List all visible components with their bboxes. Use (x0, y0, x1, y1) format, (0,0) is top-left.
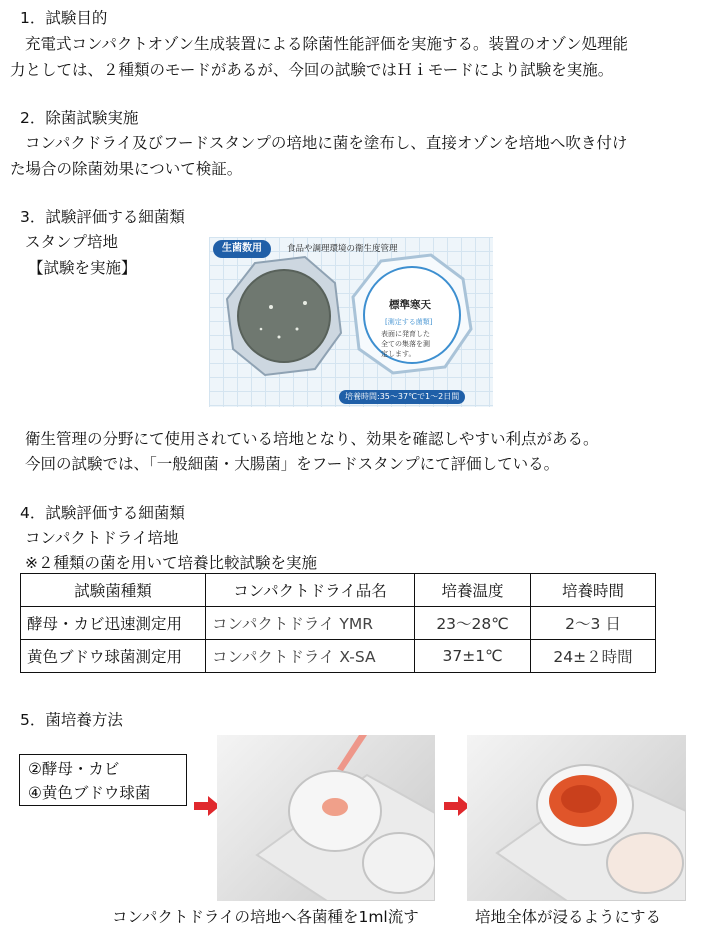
plate-desc1: 表面に発育した (381, 330, 430, 338)
table-cell: 黄色ブドウ球菌測定用 (21, 640, 206, 673)
cultured-agar (238, 270, 330, 362)
figure-badge-sub: 食品や調理環境の衛生度管理 (287, 244, 398, 254)
table-header-cell: コンパクトドライ品名 (206, 574, 415, 607)
plate-tag: [測定する菌類] (385, 318, 433, 326)
note-line2: ④黄色ブドウ球菌 (28, 784, 151, 802)
caption-full-medium: 培地全体が浸るようにする (475, 908, 662, 926)
pour-sample-photo (217, 735, 435, 901)
plate-desc3: 定します。 (381, 350, 416, 358)
section4-sub1: コンパクトドライ培地 (25, 529, 179, 547)
table-cell: コンパクトドライ YMR (206, 607, 415, 640)
full-medium-photo (467, 735, 686, 901)
table-row (21, 607, 656, 640)
media-table (20, 573, 656, 673)
section2-heading: 2．除菌試験実施 (20, 109, 139, 127)
section3-sub2: 【試験を実施】 (28, 259, 137, 277)
plate-desc2: 全ての集落を測 (381, 340, 430, 348)
section2-line1: コンパクドライ及びフードスタンプの培地に菌を塗布し、直接オゾンを培地へ吹き付け (25, 134, 628, 152)
note-line1: ②酵母・カビ (28, 760, 120, 778)
table-cell: 37±1℃ (415, 640, 531, 673)
stamp-plates-illustration (209, 237, 493, 407)
caption-pour-sample: コンパクトドライの培地へ各菌種を1ml流す (112, 908, 419, 926)
table-cell: 24±２時間 (531, 640, 656, 673)
incubation-time-label: 培養時間:35～37℃で1～2日間 (339, 390, 465, 404)
table-header-cell: 培養温度 (415, 574, 531, 607)
pour-sample-illustration (217, 735, 435, 901)
table-header-row (21, 574, 656, 607)
stamp-media-figure (209, 237, 493, 407)
section1-heading: 1．試験目的 (20, 9, 108, 27)
section4-sub2: ※２種類の菌を用いて培養比較試験を実施 (25, 554, 317, 572)
table-cell: 酵母・カビ迅速測定用 (21, 607, 206, 640)
table-row (21, 640, 656, 673)
table-header-cell: 培養時間 (531, 574, 656, 607)
section2-line2: た場合の除菌効果について検証。 (10, 160, 243, 178)
section5-heading: 5．菌培養方法 (20, 711, 123, 729)
section3-note1: 衛生管理の分野にて使用されている培地となり、効果を確認しやすい利点がある。 (25, 430, 599, 448)
section3-sub1: スタンプ培地 (25, 233, 119, 251)
table-cell: コンパクトドライ X-SA (206, 640, 415, 673)
section3-heading: 3．試験評価する細菌類 (20, 208, 185, 226)
section1-line1: 充電式コンパクトオゾン生成装置による除菌性能評価を実施する。装置のオゾン処理能 (25, 35, 628, 53)
table-cell: 23～28℃ (415, 607, 531, 640)
bacteria-note-box (19, 754, 187, 806)
figure-badge: 生菌数用 (213, 240, 271, 258)
plate-title: 標準寒天 (389, 299, 431, 311)
section1-line2: 力としては、２種類のモードがあるが、今回の試験ではＨｉモードにより試験を実施。 (10, 61, 614, 79)
section3-note2: 今回の試験では、「一般細菌・大腸菌」をフードスタンプにて評価している。 (25, 455, 560, 473)
table-cell: 2～3 日 (531, 607, 656, 640)
section4-heading: 4．試験評価する細菌類 (20, 504, 185, 522)
table-header-cell: 試験菌種類 (21, 574, 206, 607)
full-medium-illustration (467, 735, 686, 901)
